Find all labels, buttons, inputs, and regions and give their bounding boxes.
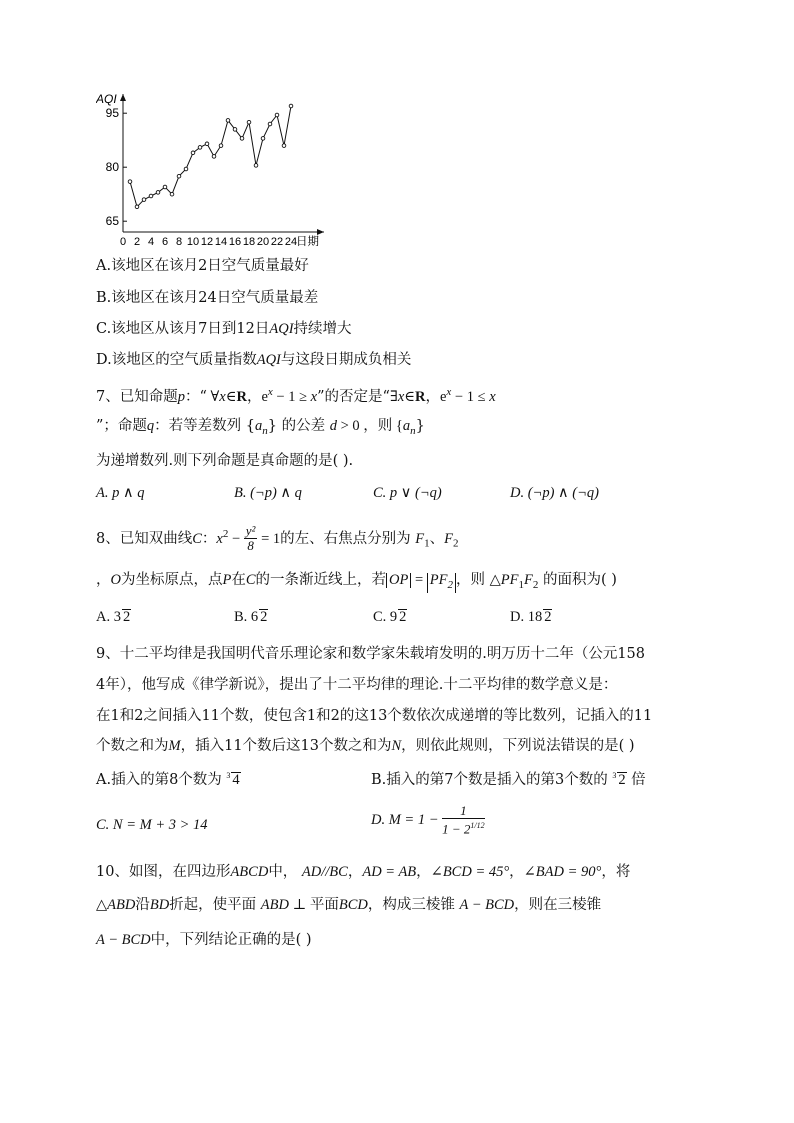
y-axis-arrow [120,94,126,101]
x-tick-label: 16 [228,236,242,248]
data-point [177,174,181,178]
data-point [205,142,209,146]
q6-option-c: C.该地区从该月7日到12日AQI持续增大 [96,321,352,337]
x-tick-label: 22 [270,236,284,248]
q9-stem-line1: 9、十二平均律是我国明代音乐理论家和数学家朱载堉发明的.明万历十二年（公元158 [96,646,646,662]
q8-option-c: C. 9 2 [373,609,407,625]
data-point [149,194,153,198]
data-point [268,122,272,126]
q8-stem-line1: 8、已知双曲线C：$x^2$ − $\frac{\text{y²}}{8}$ = 1的左、右焦点分别为 $F_1$、$F_2$ [96,523,459,554]
q9-stem-line2: 4年），他写成《律学新说》，提出了十二平均律的理论.十二平均律的数学意义是： [96,677,618,693]
q9-option-d: D. M = 1 − $\frac{1}{1 - 2^{1/12}}$ [371,803,485,837]
aqi-line-chart [96,88,336,248]
x-tick-label: 14 [214,236,228,248]
x-tick-label: 18 [242,236,256,248]
y-tick-label: 65 [105,214,119,229]
x-tick-label: 4 [147,236,155,248]
y-tick-label: 95 [105,106,119,121]
q7-option-c: C. p ∨ (¬q) [373,485,442,501]
x-tick-label: 20 [256,236,270,248]
q10-stem-line2: △ABD沿BD折起，使平面 ABD ⊥ 平面BCD，构成三棱锥 A − BCD，则在三棱锥 [96,897,602,913]
data-point [247,120,251,124]
q9-option-a: A.插入的第8个数为 $^3$ 4 [96,771,240,788]
q6-option-a: A.该地区在该月2日空气质量最好 [96,258,309,274]
data-point [163,185,167,189]
q6-option-b: B.该地区在该月24日空气质量最差 [96,290,319,306]
data-point [184,167,188,171]
q7-option-b: B. (¬p) ∧ q [234,485,302,501]
data-point [156,191,160,195]
x-axis-arrow [317,229,324,235]
q10-stem-line3: A − BCD中，下列结论正确的是( ) [96,932,312,948]
q10-stem-line1: 10、如图，在四边形ABCD中， AD//BC，AD = AB，∠BCD = 45°，∠BAD = 90°，将 [96,864,631,880]
q7-option-a: A. p ∧ q [96,485,145,501]
q9-option-b: B.插入的第7个数是插入的第3个数的 $^3$ 2 倍 [371,771,646,788]
data-point [191,151,195,155]
data-point [219,144,223,148]
x-axis-label: 日期 [296,236,319,248]
x-tick-label: 6 [161,236,169,248]
y-axis-label: AQI [96,92,117,106]
q7-option-d: D. (¬p) ∧ (¬q) [510,485,599,501]
data-point [275,113,279,117]
data-point [128,180,132,184]
data-point [142,198,146,202]
data-point [233,128,237,132]
fraction: $\frac{\text{y²}}{8}$ [245,523,256,554]
data-point [198,146,202,150]
q7-stem-line3: 为递增数列.则下列命题是真命题的是( ). [96,453,354,469]
data-point [135,205,139,209]
q6-option-d: D.该地区的空气质量指数AQI与这段日期成负相关 [96,352,412,368]
q8-option-d: D. 18 2 [510,609,552,625]
data-point [254,164,258,168]
q8-option-b: B. 6 2 [234,609,268,625]
q9-stem-line3: 在1和2之间插入11个数，使包含1和2的这13个数依次成递增的等比数列，记插入的11 [96,708,653,724]
aqi-series-line [130,106,291,207]
q9-option-c: C. N = M + 3 > 14 [96,817,208,833]
x-tick-label: 0 [119,236,127,248]
x-tick-label: 2 [133,236,141,248]
data-point [282,144,286,148]
x-tick-label: 8 [175,236,183,248]
x-tick-label: 10 [186,236,200,248]
x-tick-label: 12 [200,236,214,248]
data-point [212,155,216,159]
data-point [261,137,265,141]
q7-stem-line2: ”；命题q：若等差数列 $\{a_n\}$ 的公差 d > 0 ，则 $\{a_n\}$ [96,418,425,437]
data-point [240,137,244,141]
x-tick-label: 24 [284,236,298,248]
q9-stem-line4: 个数之和为M，插入11个数后这13个数之和为N，则依此规则，下列说法错误的是( ) [96,738,635,754]
data-point [226,119,230,123]
q8-option-a: A. 3 2 [96,609,131,625]
q7-stem-line1: 7、已知命题p：“ ∀x∈R，$e^x - 1 \ge x$”的否定是“∃x∈R，$e^x - 1 \le x$ [96,386,496,405]
q8-stem-line2: ，O为坐标原点，点P在C的一条渐近线上，若 OP = $PF_2$ ，则 $\triangle PF_1F_2$ 的面积为( ) [96,572,617,591]
data-point [289,104,293,108]
y-tick-label: 80 [105,160,119,175]
data-point [170,192,174,196]
